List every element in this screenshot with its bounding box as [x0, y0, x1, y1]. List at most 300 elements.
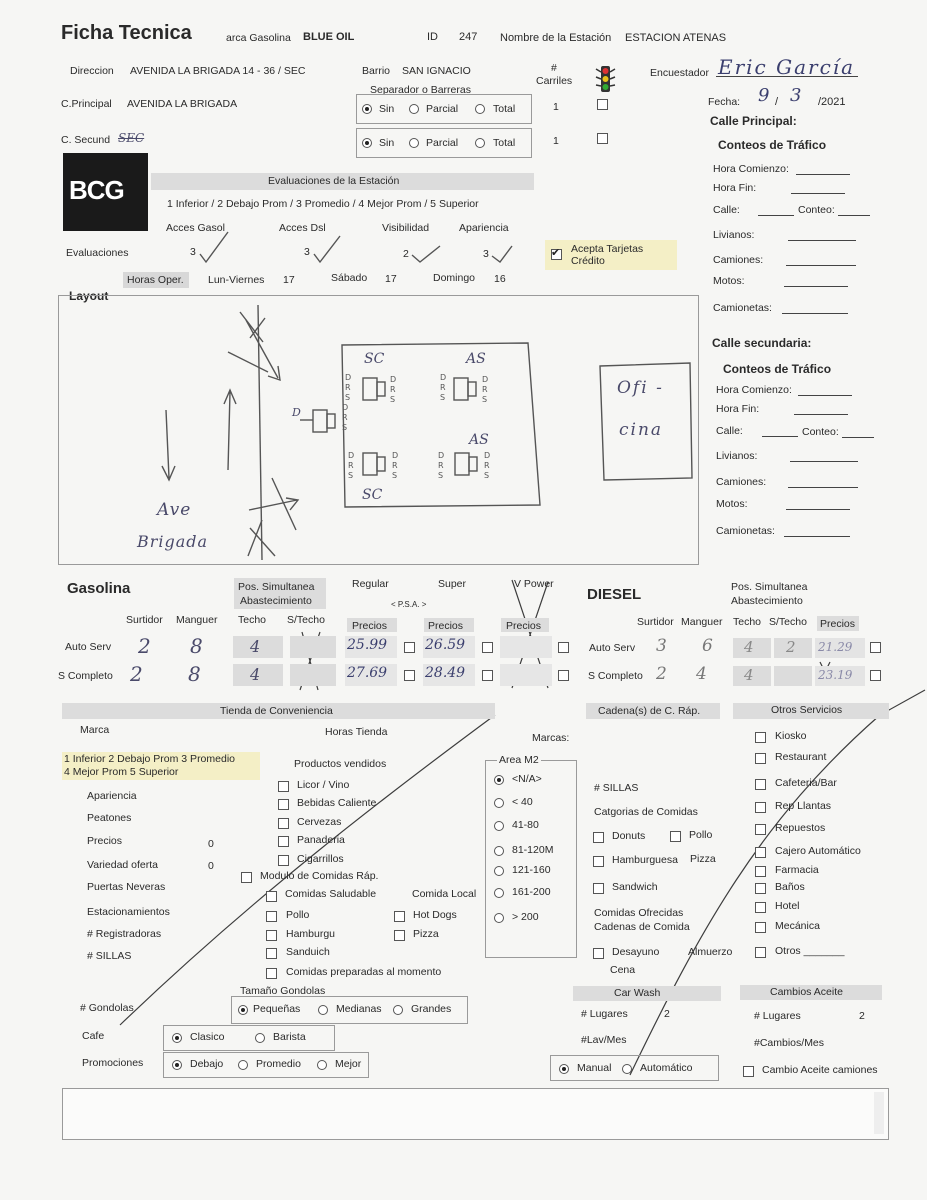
tienda-marcas: Marcas: [532, 732, 570, 744]
grandes-label: Grandes [411, 1003, 452, 1015]
tienda-row-peatones: Peatones [87, 812, 132, 824]
cajero-checkbox[interactable] [755, 847, 766, 858]
manual-label: Manual [577, 1062, 612, 1074]
carwash-lav: #Lav/Mes [581, 1034, 627, 1046]
gas-comp-price-2-checkbox[interactable] [482, 670, 493, 681]
diesel-comp-price-checkbox[interactable] [870, 670, 881, 681]
comida-local-label: Comida Local [412, 888, 477, 900]
diesel-techo: Techo [733, 616, 762, 628]
diesel-pos-sim: Pos. Simultanea [731, 581, 808, 593]
area-41-80-radio[interactable] [494, 821, 504, 831]
tp-calle: Calle: [713, 204, 740, 216]
gas-comp-price-2: 28.49 [425, 665, 466, 681]
gas-auto-manguer: 8 [190, 634, 203, 658]
pequenas-label: Pequeñas [253, 1003, 301, 1015]
cadena-title: Cadena(s) de C. Ráp. [598, 705, 701, 717]
carwash-lugares: # Lugares [581, 1008, 628, 1020]
tienda-row-variedad: Variedad oferta [87, 859, 159, 871]
mejor-label: Mejor [335, 1058, 362, 1070]
diesel-auto-stecho: 2 [786, 638, 796, 656]
fecha-day: 9 [758, 85, 770, 106]
preparadas-label: Comidas preparadas al momento [286, 966, 442, 978]
tp-hora-comienzo: Hora Comienzo: [713, 163, 789, 175]
gas-auto-price-2-checkbox[interactable] [482, 642, 493, 653]
debajo-radio[interactable] [172, 1060, 182, 1070]
direccion-label: Direccion [70, 65, 114, 77]
gasolina-title: Gasolina [67, 580, 131, 597]
svg-text:R: R [482, 385, 488, 394]
banos-checkbox[interactable] [755, 883, 766, 894]
hot-dogs-label: Hot Dogs [413, 909, 457, 921]
kiosko-label: Kiosko [775, 730, 807, 742]
licor-checkbox[interactable] [278, 781, 289, 792]
ts-conteo: Conteo: [802, 426, 839, 438]
gas-auto-stecho-bar [290, 636, 336, 658]
diesel-auto-serv-label: Auto Serv [589, 642, 636, 654]
sandwich-checkbox[interactable] [593, 883, 604, 894]
cafeteria-label: Cafeteria/Bar [775, 777, 837, 789]
diesel-stecho: S/Techo [769, 616, 807, 628]
evaluaciones-row-label: Evaluaciones [66, 247, 129, 259]
tienda-variedad-value: 0 [208, 860, 214, 872]
barrio-value: SAN IGNACIO [402, 65, 471, 77]
gas-abastecimiento: Abastecimiento [240, 595, 312, 607]
pizza-checkbox[interactable] [394, 930, 405, 941]
bebidas-checkbox[interactable] [278, 799, 289, 810]
hotel-label: Hotel [775, 900, 800, 912]
tienda-row-precios: Precios [87, 835, 123, 847]
medianas-radio[interactable] [318, 1005, 328, 1015]
cambios-lugares-value: 2 [859, 1010, 865, 1022]
calle-secundaria-title: Calle secundaria: [712, 336, 812, 350]
area-161-200-label: 161-200 [512, 886, 551, 898]
sabado-label: Sábado [331, 272, 368, 284]
hamburguesa-checkbox[interactable] [593, 856, 604, 867]
svg-text:D: D [348, 451, 355, 460]
area-121-160-label: 121-160 [512, 864, 551, 876]
area-81-120-label: 81-120M [512, 844, 554, 856]
gas-comp-techo: 4 [250, 665, 261, 684]
gas-auto-serv-label: Auto Serv [65, 641, 112, 653]
sanduich-label: Sanduich [286, 946, 330, 958]
diesel-manguer: Manguer [681, 616, 723, 628]
promedio-radio[interactable] [238, 1060, 248, 1070]
eval-col-acces-dsl: Acces Dsl [279, 222, 326, 234]
cambios-lugares: # Lugares [754, 1010, 801, 1022]
fecha-slash: / [775, 96, 779, 108]
rep-llantas-checkbox[interactable] [755, 802, 766, 813]
preparadas-checkbox[interactable] [266, 968, 277, 979]
gas-precios-2: Precios [428, 620, 464, 632]
svg-text:R: R [438, 461, 444, 470]
ts-calle: Calle: [716, 425, 743, 437]
diesel-comp-price: 23.19 [818, 668, 853, 682]
tp-camionetas: Camionetas: [713, 302, 772, 314]
station-label: Nombre de la Estación [500, 32, 612, 44]
svg-text:D: D [390, 375, 397, 384]
mejor-radio[interactable] [317, 1060, 327, 1070]
svg-text:S: S [440, 393, 446, 402]
tp-conteo: Conteo: [798, 204, 835, 216]
desayuno-checkbox[interactable] [593, 948, 604, 959]
gondolas-label: # Gondolas [80, 1002, 134, 1014]
gas-regular: Regular [352, 578, 389, 590]
sandwich-label: Sandwich [612, 881, 658, 893]
area-lt40-radio[interactable] [494, 798, 504, 808]
carriles-value-1: 1 [553, 101, 559, 113]
svg-text:R: R [440, 383, 446, 392]
gas-auto-price-1: 25.99 [347, 637, 388, 653]
panaderia-label: Panaderia [297, 834, 345, 846]
diesel-comp-stecho-bar [774, 666, 812, 686]
svg-text:D: D [484, 451, 491, 460]
tienda-row-sillas: # SILLAS [87, 950, 132, 962]
layout-sc-1: SC [364, 351, 385, 367]
tp-livianos: Livianos: [713, 229, 755, 241]
cena-label: Cena [610, 964, 636, 976]
svg-text:D: D [482, 375, 489, 384]
gas-pos-sim: Pos. Simultanea [238, 581, 315, 593]
promedio-label: Promedio [256, 1058, 301, 1070]
fecha-label: Fecha: [708, 96, 741, 108]
ts-camionetas: Camionetas: [716, 525, 775, 537]
tienda-row-registradoras: # Registradoras [87, 928, 162, 940]
layout-as-2: AS [469, 432, 489, 448]
tienda-marca: Marca [80, 724, 110, 736]
eval-visibilidad-value: 2 [403, 248, 409, 260]
area-na-label: <N/A> [512, 773, 542, 785]
gas-auto-price-3-checkbox[interactable] [558, 642, 569, 653]
parcial-label-2: Parcial [426, 137, 459, 149]
gas-comp-stecho-bar [290, 664, 336, 686]
tienda-row-estacionamientos: Estacionamientos [87, 906, 170, 918]
area-41-80-label: 41-80 [512, 819, 539, 831]
cadena-sillas: # SILLAS [594, 782, 639, 794]
hotel-checkbox[interactable] [755, 902, 766, 913]
hamburguesa-label: Hamburguesa [612, 854, 678, 866]
donuts-checkbox[interactable] [593, 832, 604, 843]
diesel-auto-techo: 4 [744, 638, 754, 656]
desayuno-label: Desayuno [612, 946, 660, 958]
otros-checkbox[interactable] [755, 947, 766, 958]
promociones-label: Promociones [82, 1057, 144, 1069]
tienda-scale-2: 4 Mejor Prom 5 Superior [64, 766, 179, 778]
barista-radio[interactable] [255, 1033, 265, 1043]
clasico-radio[interactable] [172, 1033, 182, 1043]
gas-comp-surtidor: 2 [130, 662, 143, 686]
hamburgu-label: Hamburgu [286, 928, 336, 940]
carwash-tipo-box [550, 1055, 719, 1081]
svg-text:D: D [345, 373, 352, 382]
gas-manguer: Manguer [176, 614, 218, 626]
gas-stecho: S/Techo [287, 614, 325, 626]
marca-value: BLUE OIL [303, 31, 355, 43]
svg-text:D: D [392, 451, 399, 460]
diesel-surtidor: Surtidor [637, 616, 674, 628]
gas-super: Super [438, 578, 467, 590]
gas-comp-price-3-checkbox[interactable] [558, 670, 569, 681]
otros-title: Otros Servicios [771, 704, 843, 716]
svg-text:R: R [390, 385, 396, 394]
lun-viernes-value: 17 [283, 274, 295, 286]
svg-text:S: S [482, 395, 488, 404]
cigarrillos-label: Cigarrillos [297, 853, 344, 865]
rep-llantas-label: Rep Llantas [775, 800, 832, 812]
area-161-200-radio[interactable] [494, 888, 504, 898]
diesel-auto-manguer: 6 [702, 636, 713, 656]
svg-text:S: S [345, 393, 351, 402]
pollo-label: Pollo [286, 909, 310, 921]
svg-text:S: S [438, 471, 444, 480]
svg-text:R: R [348, 461, 354, 470]
carriles-value-2: 1 [553, 135, 559, 147]
svg-text:D: D [440, 373, 447, 382]
panaderia-checkbox[interactable] [278, 836, 289, 847]
svg-text:S: S [484, 471, 490, 480]
pequenas-radio[interactable] [238, 1005, 248, 1015]
gas-comp-manguer: 8 [188, 662, 201, 686]
diesel-comp-surtidor: 2 [656, 664, 667, 684]
medianas-label: Medianas [336, 1003, 382, 1015]
diesel-precios: Precios [820, 618, 856, 630]
ts-hora-comienzo: Hora Comienzo: [716, 384, 792, 396]
area-lt40-label: < 40 [512, 796, 533, 808]
layout-d: D [292, 406, 301, 419]
area-121-160-radio[interactable] [494, 866, 504, 876]
horas-oper-label: Horas Oper. [127, 274, 184, 286]
tienda-row-puertas: Puertas Neveras [87, 881, 166, 893]
bcg-logo-text: BCG [69, 175, 124, 205]
cajero-label: Cajero Automático [775, 845, 861, 857]
layout-sc-2: SC [362, 487, 383, 503]
grandes-radio[interactable] [393, 1005, 403, 1015]
donuts-label: Donuts [612, 830, 646, 842]
area-m2-title: Area M2 [499, 754, 539, 766]
tp-motos: Motos: [713, 275, 745, 287]
kiosko-checkbox[interactable] [755, 732, 766, 743]
svg-text:R: R [392, 461, 398, 470]
carriles-label: Carriles [536, 75, 573, 87]
fecha-year: /2021 [818, 96, 846, 108]
id-label: ID [427, 31, 438, 43]
gas-auto-techo: 4 [250, 637, 261, 656]
cervezas-checkbox[interactable] [278, 818, 289, 829]
cadena-pollo-checkbox[interactable] [670, 831, 681, 842]
domingo-label: Domingo [433, 272, 476, 284]
evaluaciones-title: Evaluaciones de la Estación [268, 175, 400, 187]
svg-text:R: R [342, 413, 348, 422]
sanduich-checkbox[interactable] [266, 948, 277, 959]
manual-radio[interactable] [559, 1064, 569, 1074]
mecanica-checkbox[interactable] [755, 922, 766, 933]
cambio-camiones-checkbox[interactable] [743, 1066, 754, 1077]
area-na-radio[interactable] [494, 775, 504, 785]
diesel-s-completo-label: S Completo [588, 670, 643, 682]
gas-auto-price-1-checkbox[interactable] [404, 642, 415, 653]
layout-oficina-1: Ofi - [617, 378, 664, 398]
eval-apariencia-value: 3 [483, 248, 489, 260]
id-value: 247 [459, 31, 478, 43]
notes-textarea[interactable] [62, 1088, 889, 1140]
eval-acces-dsl-value: 3 [304, 246, 310, 258]
repuestos-label: Repuestos [775, 822, 826, 834]
cafeteria-checkbox[interactable] [755, 779, 766, 790]
marca-label: arca Gasolina [226, 32, 291, 44]
repuestos-checkbox[interactable] [755, 824, 766, 835]
restaurant-checkbox[interactable] [755, 753, 766, 764]
direccion-value: AVENIDA LA BRIGADA 14 - 36 / SEC [130, 65, 306, 77]
separador-label: Separador o Barreras [370, 84, 471, 96]
comidas-ofrecidas: Comidas Ofrecidas [594, 907, 684, 919]
layout-as-1: AS [466, 351, 486, 367]
total-label-2: Total [493, 137, 516, 149]
calle-principal-title: Calle Principal: [710, 114, 797, 128]
tienda-precios-value: 0 [208, 838, 214, 850]
banos-label: Baños [775, 881, 805, 893]
tp-hora-fin: Hora Fin: [713, 182, 757, 194]
tamano-gondolas-label: Tamaño Gondolas [240, 985, 326, 997]
barrio-label: Barrio [362, 65, 391, 77]
svg-text:R: R [484, 461, 490, 470]
cambios-mes: #Cambios/Mes [754, 1037, 825, 1049]
tienda-scale-1: 1 Inferior 2 Debajo Prom 3 Promedio [64, 753, 235, 765]
tienda-productos: Productos vendidos [294, 758, 387, 770]
ts-hora-fin: Hora Fin: [716, 403, 760, 415]
csecund-value: SEC [118, 131, 145, 145]
barista-label: Barista [273, 1031, 306, 1043]
domingo-value: 16 [494, 273, 506, 285]
cprincipal-value: AVENIDA LA BRIGADA [127, 98, 238, 110]
gas-comp-price-1-checkbox[interactable] [404, 670, 415, 681]
debajo-label: Debajo [190, 1058, 224, 1070]
csecund-label: C. Secund [61, 134, 111, 146]
farmacia-label: Farmacia [775, 864, 819, 876]
cadenas-comida: Cadenas de Comida [594, 921, 690, 933]
cprincipal-label: C.Principal [61, 98, 112, 110]
modulo-comidas-checkbox[interactable] [241, 872, 252, 883]
tienda-title: Tienda de Conveniencia [220, 705, 333, 717]
notes-scrollbar[interactable] [874, 1092, 884, 1134]
station-value: ESTACION ATENAS [625, 32, 727, 44]
diesel-auto-price-checkbox[interactable] [870, 642, 881, 653]
modulo-comidas-label: Modulo de Comidas Ráp. [260, 870, 379, 882]
svg-text:S: S [390, 395, 396, 404]
gas-s-completo-label: S Completo [58, 670, 113, 682]
layout-ave-2: Brigada [137, 532, 209, 551]
cambio-camiones-label: Cambio Aceite camiones [762, 1064, 878, 1076]
licor-label: Licor / Vino [297, 779, 350, 791]
area-81-120-radio[interactable] [494, 846, 504, 856]
acepta-tarjetas-label2: Crédito [571, 255, 605, 267]
clasico-label: Clasico [190, 1031, 225, 1043]
comidas-saludable-label: Comidas Saludable [285, 888, 377, 900]
ts-camiones: Camiones: [716, 476, 767, 488]
restaurant-label: Restaurant [775, 751, 827, 763]
mecanica-label: Mecánica [775, 920, 820, 932]
cervezas-label: Cervezas [297, 816, 342, 828]
gas-auto-surtidor: 2 [138, 634, 151, 658]
cafe-label: Cafe [82, 1030, 105, 1042]
pollo-checkbox[interactable] [266, 911, 277, 922]
evaluaciones-scale: 1 Inferior / 2 Debajo Prom / 3 Promedio / 4 Mejor Prom / 5 Superior [167, 198, 479, 210]
farmacia-checkbox[interactable] [755, 866, 766, 877]
gas-comp-price-3-bar [500, 664, 552, 686]
gas-psa: < P.S.A. > [391, 600, 427, 609]
automatico-label: Automático [640, 1062, 693, 1074]
layout-oficina-2: cina [619, 420, 664, 440]
svg-text:D: D [438, 451, 445, 460]
hot-dogs-checkbox[interactable] [394, 911, 405, 922]
area-gt200-label: > 200 [512, 911, 539, 923]
pizza-label: Pizza [413, 928, 439, 940]
sabado-value: 17 [385, 273, 397, 285]
svg-text:S: S [348, 471, 354, 480]
encuestador-value: Eric García [718, 55, 856, 79]
tienda-horas: Horas Tienda [325, 726, 388, 738]
trafico-principal-subtitle: Conteos de Tráfico [718, 138, 827, 152]
hamburgu-checkbox[interactable] [266, 930, 277, 941]
comidas-saludable-checkbox[interactable] [266, 891, 277, 902]
gas-surtidor: Surtidor [126, 614, 163, 626]
eval-col-visibilidad: Visibilidad [382, 222, 430, 234]
eval-col-acces-gasol: Acces Gasol [166, 222, 225, 234]
bebidas-label: Bebidas Caliente [297, 797, 377, 809]
ts-motos: Motos: [716, 498, 748, 510]
cadena-categorias: Catgorias de Comidas [594, 806, 698, 818]
eval-col-apariencia: Apariencia [459, 222, 509, 234]
lun-viernes-label: Lun-Viernes [208, 274, 265, 286]
ts-livianos: Livianos: [716, 450, 758, 462]
almuerzo-label: Almuerzo [688, 946, 733, 958]
layout-ave-1: Ave [157, 500, 192, 520]
total-label: Total [493, 103, 516, 115]
area-gt200-radio[interactable] [494, 913, 504, 923]
diesel-abastecimiento: Abastecimiento [731, 595, 803, 607]
cambios-aceite-title: Cambios Aceite [770, 986, 843, 998]
automatico-radio[interactable] [622, 1064, 632, 1074]
parcial-label: Parcial [426, 103, 459, 115]
svg-text:S: S [342, 423, 348, 432]
gas-precios-3: Precios [506, 620, 542, 632]
diesel-title: DIESEL [587, 586, 642, 603]
carwash-lugares-value: 2 [664, 1008, 670, 1020]
cafe-box [163, 1025, 335, 1051]
otros-label: Otros _______ [775, 945, 845, 957]
gas-auto-price-2: 26.59 [425, 637, 466, 653]
area-m2-box [485, 760, 577, 958]
form-title: Ficha Tecnica [61, 22, 192, 44]
sin-label: Sin [379, 103, 395, 115]
cigarrillos-checkbox[interactable] [278, 855, 289, 866]
fecha-month: 3 [790, 85, 802, 106]
carriles-hash: # [551, 62, 557, 74]
diesel-comp-techo: 4 [744, 666, 754, 684]
acepta-tarjetas-label: Acepta Tarjetas [571, 243, 644, 255]
cadena-pizza-label: Pizza [690, 853, 716, 865]
eval-acces-gasol-value: 3 [190, 246, 196, 258]
gas-power: V Power [514, 578, 554, 590]
gas-precios-1: Precios [352, 620, 388, 632]
gas-auto-price-3-bar [500, 636, 552, 658]
svg-text:R: R [345, 383, 351, 392]
gas-comp-price-1: 27.69 [347, 665, 388, 681]
carwash-title: Car Wash [614, 987, 661, 999]
cadena-pollo-label: Pollo [689, 829, 713, 841]
layout-label: Layout [69, 289, 109, 303]
tp-camiones: Camiones: [713, 254, 764, 266]
svg-text:D: D [342, 403, 349, 412]
trafico-secundaria-subtitle: Conteos de Tráfico [723, 362, 832, 376]
